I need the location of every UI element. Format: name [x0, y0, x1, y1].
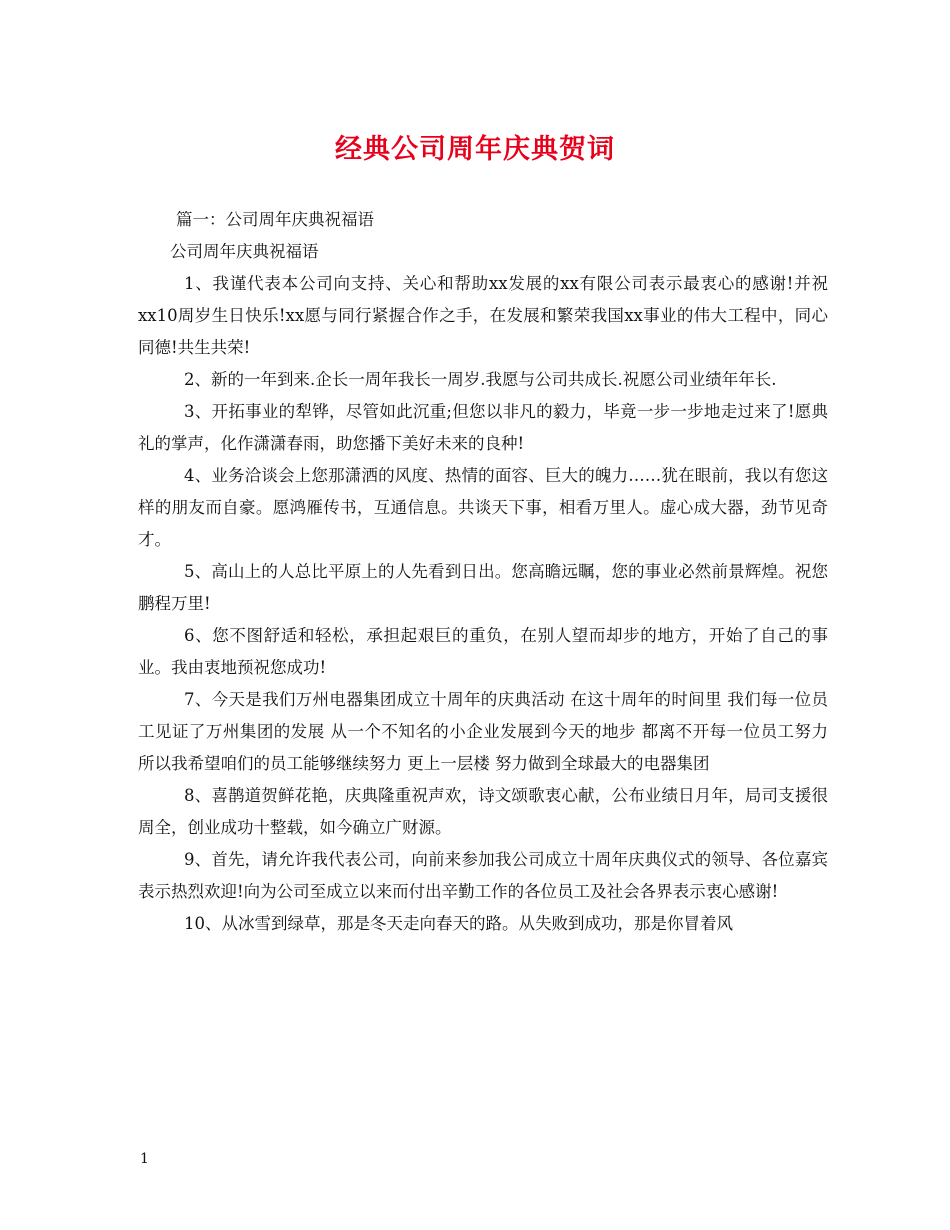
- paragraph-10: 10、从冰雪到绿草，那是冬天走向春天的路。从失败到成功，那是你冒着风: [184, 914, 733, 933]
- paragraph-2: 2、新的一年到来.企长一周年我长一周岁.我愿与公司共成长.祝愿公司业绩年年长.: [184, 370, 777, 389]
- paragraph-7: 7、今天是我们万州电器集团成立十周年的庆典活动 在这十周年的时间里 我们每一位员工见证了万州集团的发展 从一个不知名的小企业发展到今天的地步 都离不开每一位员工努力 所以我希望咱们的员工能够继续努力 更上一层楼 努力做到全球最大的电器集团: [138, 690, 828, 773]
- paragraph-5: 5、高山上的人总比平原上的人先看到日出。您高瞻远瞩，您的事业必然前景辉煌。祝您鹏程万里!: [138, 562, 828, 613]
- sub-heading: 公司周年庆典祝福语: [170, 242, 319, 261]
- paragraph-8: 8、喜鹊道贺鲜花艳，庆典隆重祝声欢，诗文颂歌衷心献，公布业绩日月年，局司支援很周全，创业成功十整载，如今确立广财源。: [138, 786, 828, 837]
- paragraph-9: 9、首先，请允许我代表公司，向前来参加我公司成立十周年庆典仪式的领导、各位嘉宾表示热烈欢迎!向为公司至成立以来而付出辛勤工作的各位员工及社会各界表示衷心感谢!: [138, 850, 828, 901]
- paragraph-3: 3、开拓事业的犁铧，尽管如此沉重;但您以非凡的毅力，毕竟一步一步地走过来了!愿典礼的掌声，化作潇潇春雨，助您播下美好未来的良种!: [138, 402, 828, 453]
- paragraph-1: 1、我谨代表本公司向支持、关心和帮助xx发展的xx有限公司表示最衷心的感谢!并祝xx10周岁生日快乐!xx愿与同行紧握合作之手，在发展和繁荣我国xx事业的伟大工程中，同心同德!共生共荣!: [138, 274, 828, 357]
- page-number: 1: [140, 1151, 149, 1167]
- paragraph-4: 4、业务洽谈会上您那潇洒的风度、热情的面容、巨大的魄力……犹在眼前，我以有您这样的朋友而自豪。愿鸿雁传书，互通信息。共谈天下事，相看万里人。虚心成大器，劲节见奇才。: [138, 466, 828, 549]
- section-heading: 篇一：公司周年庆典祝福语: [176, 210, 374, 229]
- document-title: 经典公司周年庆典贺词: [335, 134, 615, 165]
- paragraph-6: 6、您不图舒适和轻松，承担起艰巨的重负，在别人望而却步的地方，开始了自己的事业。我由衷地预祝您成功!: [138, 626, 828, 677]
- document-body: [138, 204, 828, 940]
